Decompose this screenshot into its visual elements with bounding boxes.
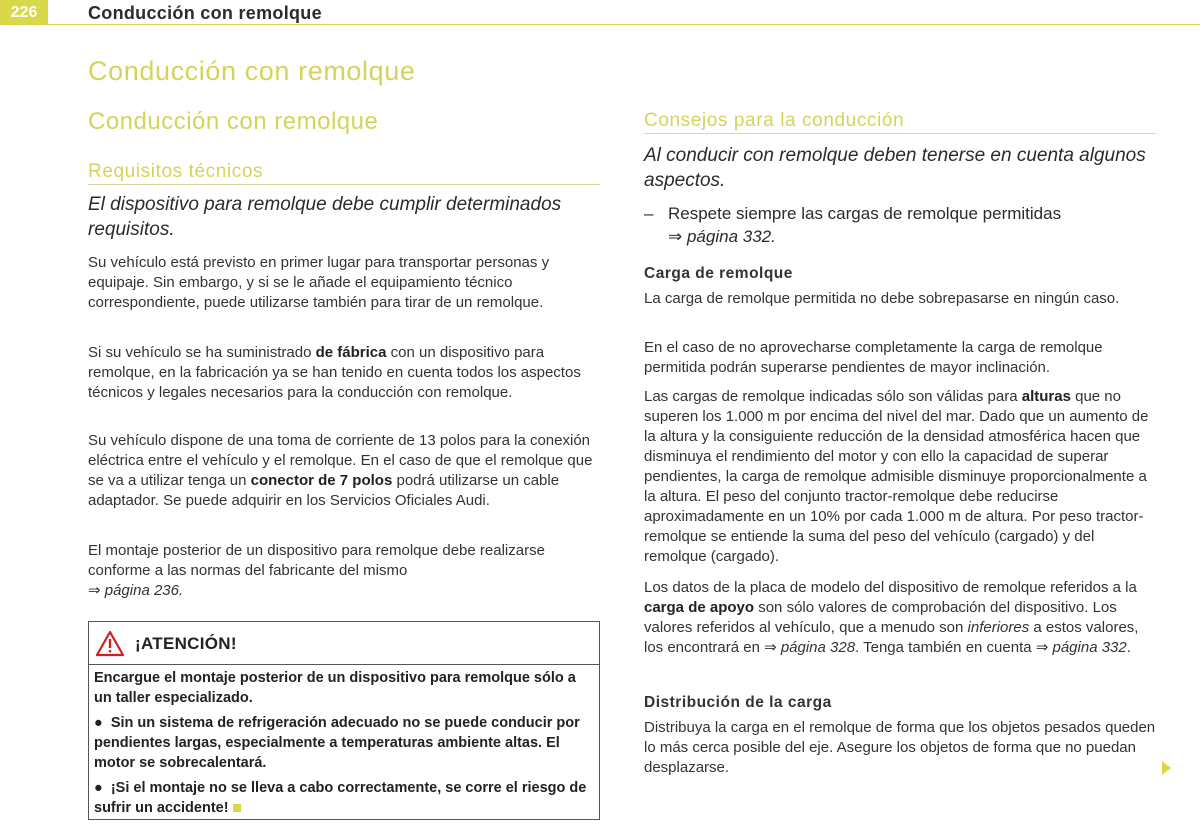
warning-header <box>89 622 599 665</box>
subsection-title-consejos: Consejos para la conducción <box>644 110 905 131</box>
subsection-title-requisitos: Requisitos técnicos <box>88 161 264 182</box>
paragraph-4: El montaje posterior de un dispositivo para remolque debe realizarse conforme a las normas del fabricante del mismo ⇒ página 236. <box>88 542 545 599</box>
running-header-title: Conducción con remolque <box>88 3 322 23</box>
paragraph-carga-2: En el caso de no aprovecharse completamente la carga de remolque permitida podrán superarse pendientes de mayor inclinación. <box>644 339 1103 376</box>
heading-distribucion: Distribución de la carga <box>644 694 832 711</box>
paragraph-3: Su vehículo dispone de una toma de corriente de 13 polos para la conexión eléctrica entre el vehículo y el remolque. En el caso de que el remolque que se va a utilizar tenga un conector de 7 polos podrá utilizarse un cable adaptador. Se puede adquirir en los Servicios Oficiales Audi. <box>88 432 593 509</box>
bullet-icon: ● <box>94 715 103 731</box>
warning-bullet-2: ● ¡Si el montaje no se lleva a cabo correctamente, se corre el riesgo de sufrir un accidente! <box>94 780 587 816</box>
paragraph-distribucion: Distribuya la carga en el remolque de forma que los objetos pesados queden lo más cerca posible del eje. Asegure los objetos de forma que no puedan desplazarse. <box>644 719 1156 776</box>
subsection-rule <box>88 184 600 185</box>
paragraph-carga-3: Las cargas de remolque indicadas sólo son válidas para alturas que no superen los 1.000 m por encima del nivel del mar. Dado que un aumento de la altura y la consiguiente reducción de la densidad atmosférica hacen que disminuya el rendimiento del motor y con ello la capacidad de superar pendientes, la carga de remolque admisible disminuye proporcionalmente a la altura. El peso del conjunto tractor-remolque debe reducirse aproximadamente en un 10% por cada 1.000 m de altura. Por peso tractor-remolque se entiende la suma del peso del vehículo (cargado) y del remolque (cargado). <box>644 388 1149 565</box>
warning-paragraph: Encargue el montaje posterior de un dispositivo para remolque sólo a un taller especializado. <box>94 670 576 706</box>
paragraph-carga-4: Los datos de la placa de modelo del dispositivo de remolque referidos a la carga de apoyo son sólo valores de comprobación del dispositivo. Los valores referidos al vehículo, que a menudo son inferiores a estos valores, los encontrará en ⇒ página 328. Tenga también en cuenta ⇒ página 332. <box>644 579 1139 656</box>
instruction-item: – Respete siempre las cargas de remolque permitidas ⇒ página 332. <box>644 204 1062 246</box>
section-title: Conducción con remolque <box>88 108 379 135</box>
warning-triangle-icon <box>95 630 125 657</box>
intro-requisitos: El dispositivo para remolque debe cumplir determinados requisitos. <box>88 194 562 240</box>
next-page-arrow-icon[interactable] <box>1162 761 1171 775</box>
warning-bullet-1: ● Sin un sistema de refrigeración adecuado no se puede conducir por pendientes largas, especialmente a temperaturas ambiente altas. El motor se sobrecalentará. <box>94 715 580 771</box>
section-end-icon <box>233 804 241 812</box>
paragraph-1: Su vehículo está previsto en primer lugar para transportar personas y equipaje. Sin embargo, y si se le añade el equipamiento técnico correspondiente, puede utilizarse también para tirar de un remolque. <box>88 254 550 311</box>
page-reference-link[interactable]: ⇒ página 236. <box>88 582 184 599</box>
paragraph-carga-1: La carga de remolque permitida no debe sobrepasarse en ningún caso. <box>644 290 1120 307</box>
chapter-title: Conducción con remolque <box>88 56 416 86</box>
page-number: 226 <box>0 0 48 25</box>
subsection-rule <box>644 133 1156 134</box>
heading-carga-de-remolque: Carga de remolque <box>644 265 793 282</box>
bullet-icon: ● <box>94 780 103 796</box>
page-reference-link[interactable]: ⇒ página 332. <box>668 227 776 246</box>
paragraph-2: Si su vehículo se ha suministrado de fábrica con un dispositivo para remolque, en la fabricación ya se han tenido en cuenta todos los aspectos técnicos y legales necesarios para la conducción con remolque. <box>88 344 581 401</box>
warning-title: ¡ATENCIÓN! <box>135 634 237 653</box>
warning-box <box>88 621 600 820</box>
warning-body <box>94 668 592 823</box>
page-reference-link[interactable]: ⇒ página 332 <box>1035 639 1127 656</box>
header-rule <box>48 24 1200 25</box>
dash-icon: – <box>644 204 654 223</box>
intro-consejos: Al conducir con remolque deben tenerse en cuenta algunos aspectos. <box>644 145 1146 191</box>
page-reference-link[interactable]: ⇒ página 328 <box>764 639 856 656</box>
